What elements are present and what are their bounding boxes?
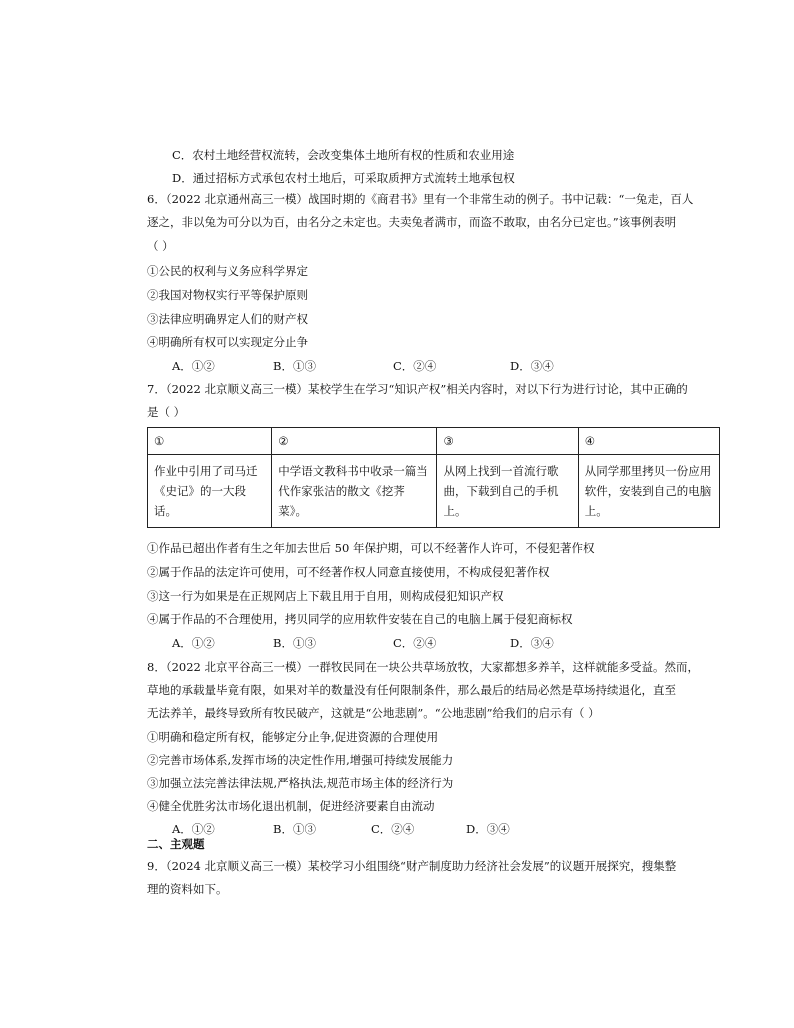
q8-option-c: C．②④: [371, 822, 415, 836]
q6-item-4: ④明确所有权可以实现定分止争: [147, 335, 308, 349]
q5-option-c: C．农村土地经营权流转，会改变集体土地所有权的性质和农业用途: [172, 148, 515, 162]
q7-option-b: B．①③: [273, 636, 316, 650]
q7-item-1: ①作品已超出作者有生之年加去世后 50 年保护期，可以不经著作人许可，不侵犯著作权: [147, 541, 595, 555]
q7-table-header-2: ②: [272, 428, 437, 455]
q8-option-d: D．③④: [466, 822, 510, 836]
q7-table-cell-1: 作业中引用了司马迁《史记》的一大段话。: [148, 455, 272, 528]
q6-option-c: C．②④: [393, 359, 437, 373]
q7-stem-line-1: 7．（2022 北京顺义高三一模）某校学生在学习“知识产权”相关内容时，对以下行为进行讨论，其中正确的: [147, 382, 688, 396]
section-title: 二、主观题: [147, 837, 205, 851]
q8-stem-line-2: 草地的承载量毕竟有限，如果对羊的数量没有任何限制条件，那么最后的结局必然是草场持续退化，直至: [147, 683, 676, 697]
q7-option-d: D．③④: [510, 636, 554, 650]
q6-option-a: A．①②: [172, 359, 215, 373]
q6-option-b: B．①③: [273, 359, 316, 373]
q7-stem-line-2: 是（ ）: [147, 405, 186, 419]
q8-item-1: ①明确和稳定所有权，能够定分止争,促进资源的合理使用: [147, 730, 439, 744]
q6-stem-line-2: 逐之，非以兔为可分以为百，由名分之未定也。夫卖兔者满市，而盗不敢取，由名分已定也。”该事例表明: [147, 215, 677, 229]
q5-option-d: D．通过招标方式承包农村土地后，可采取质押方式流转土地承包权: [172, 171, 515, 185]
q6-option-d: D．③④: [510, 359, 554, 373]
q7-option-c: C．②④: [393, 636, 437, 650]
q8-option-b: B．①③: [273, 822, 316, 836]
q7-item-3: ③这一行为如果是在正规网店上下载且用于自用，则构成侵犯知识产权: [147, 589, 504, 603]
q6-item-3: ③法律应明确界定人们的财产权: [147, 312, 308, 326]
q7-table-header-4: ④: [578, 428, 719, 455]
q8-stem-line-1: 8．（2022 北京平谷高三一模）一群牧民同在一块公共草场放牧，大家都想多养羊，这样就能多受益。然而，: [147, 660, 699, 674]
q6-stem-line-1: 6．（2022 北京通州高三一模）战国时期的《商君书》里有一个非常生动的例子。书中记载：“一兔走，百人: [147, 192, 694, 206]
q9-stem-line-2: 理的资料如下。: [147, 882, 228, 896]
q7-option-a: A．①②: [172, 636, 215, 650]
q8-option-a: A．①②: [172, 822, 215, 836]
q7-table: [147, 427, 720, 528]
q7-table-cell-4: 从同学那里拷贝一份应用软件，安装到自己的电脑上。: [578, 455, 719, 528]
q8-item-4: ④健全优胜劣汰市场化退出机制，促进经济要素自由流动: [147, 799, 435, 813]
q7-item-2: ②属于作品的法定许可使用，可不经著作权人同意直接使用，不构成侵犯著作权: [147, 565, 550, 579]
q7-table-header-1: ①: [148, 428, 272, 455]
q6-item-1: ①公民的权利与义务应科学界定: [147, 264, 308, 278]
q9-stem-line-1: 9．（2024 北京顺义高三一模）某校学习小组围绕“财产制度助力经济社会发展”的议题开展探究，搜集整: [147, 859, 677, 873]
q6-item-2: ②我国对物权实行平等保护原则: [147, 288, 308, 302]
q7-table-header-3: ③: [437, 428, 578, 455]
q8-item-3: ③加强立法完善法律法规,严格执法,规范市场主体的经济行为: [147, 776, 454, 790]
q7-item-4: ④属于作品的不合理使用，拷贝同学的应用软件安装在自己的电脑上属于侵犯商标权: [147, 612, 573, 626]
q7-table-cell-2: 中学语文教科书中收录一篇当代作家张洁的散文《挖荠菜》。: [272, 455, 437, 528]
q8-stem-line-3: 无法养羊，最终导致所有牧民破产，这就是“公地悲剧”。“公地悲剧”给我们的启示有（ ）: [147, 706, 600, 720]
q6-stem-line-3: （ ）: [147, 239, 174, 253]
q8-item-2: ②完善市场体系,发挥市场的决定性作用,增强可持续发展能力: [147, 753, 454, 767]
q7-table-cell-3: 从网上找到一首流行歌曲，下载到自己的手机上。: [437, 455, 578, 528]
